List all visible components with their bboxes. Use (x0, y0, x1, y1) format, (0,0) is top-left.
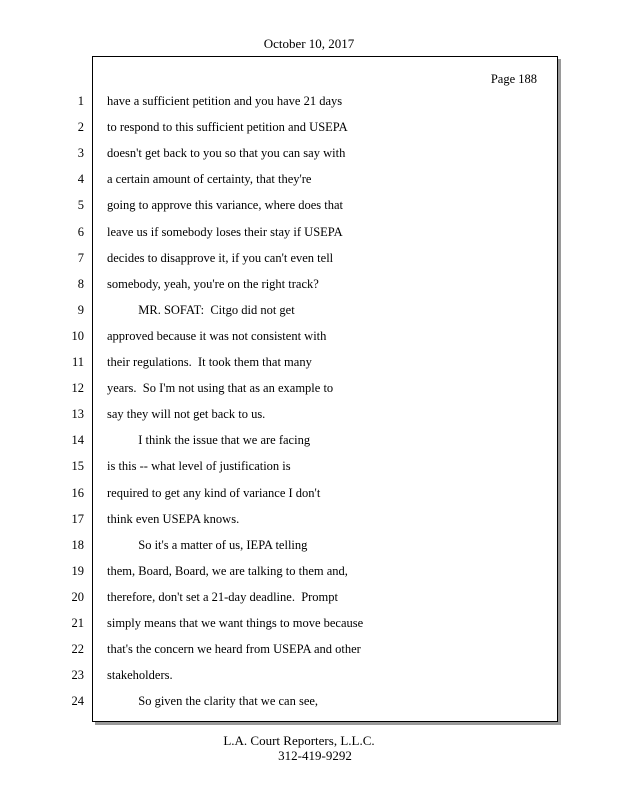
transcript-line (0, 564, 618, 590)
line-text: So it's a matter of us, IEPA telling (107, 537, 308, 552)
line-text: that's the concern we heard from USEPA and other (107, 642, 361, 657)
line-text: therefore, don't set a 21-day deadline. Prompt (107, 589, 338, 604)
page-number: Page 188 (490, 72, 537, 86)
line-number: 4 (77, 172, 84, 187)
line-text: So given the clarity that we can see, (107, 694, 319, 709)
line-number: 11 (71, 355, 84, 369)
line-number: 6 (77, 224, 84, 239)
line-text: required to get any kind of variance I don't (107, 485, 321, 500)
transcript-line (0, 590, 618, 616)
line-text: simply means that we want things to move because (107, 616, 364, 630)
line-text: say they will not get back to us. (107, 407, 266, 422)
transcript-line (0, 303, 618, 329)
transcript-line (0, 512, 618, 538)
line-number: 17 (71, 511, 84, 526)
transcript-line (0, 277, 618, 303)
line-text: a certain amount of certainty, that they're (107, 172, 312, 187)
transcript-line (0, 120, 618, 146)
line-text: stakeholders. (107, 668, 173, 683)
line-text: think even USEPA knows. (107, 511, 240, 526)
line-text: their regulations. It took them that many (107, 355, 312, 369)
transcript-line (0, 329, 618, 355)
transcript-line (0, 538, 618, 564)
line-text: MR. SOFAT: Citgo did not get (107, 302, 295, 317)
transcript-line (0, 642, 618, 668)
transcript-line (0, 198, 618, 224)
line-text: doesn't get back to you so that you can say with (107, 146, 346, 161)
line-number: 12 (71, 381, 84, 396)
line-number: 24 (71, 694, 84, 709)
header-date: October 10, 2017 (263, 36, 355, 51)
line-text: to respond to this sufficient petition and USEPA (107, 120, 348, 135)
line-text: have a sufficient petition and you have 21 days (107, 94, 343, 108)
line-number: 13 (71, 407, 84, 422)
line-number: 18 (71, 537, 84, 552)
line-text: somebody, yeah, you're on the right track? (107, 276, 319, 291)
line-number: 8 (77, 276, 84, 291)
transcript-line (0, 694, 618, 720)
line-number: 19 (71, 563, 84, 578)
line-number: 9 (77, 302, 84, 317)
line-number: 1 (77, 94, 84, 108)
line-number: 7 (77, 250, 84, 265)
line-number: 21 (71, 616, 84, 630)
transcript-line (0, 225, 618, 251)
line-number: 16 (71, 485, 84, 500)
transcript-line (0, 146, 618, 172)
line-text: them, Board, Board, we are talking to them and, (107, 563, 348, 578)
line-text: going to approve this variance, where does that (107, 198, 344, 213)
line-text: is this -- what level of justification is (107, 459, 291, 474)
line-number: 22 (71, 642, 84, 657)
line-text: approved because it was not consistent with (107, 328, 327, 343)
line-text: leave us if somebody loses their stay if USEPA (107, 224, 343, 239)
line-number: 2 (77, 120, 84, 135)
line-text: I think the issue that we are facing (107, 433, 311, 448)
line-text: years. So I'm not using that as an example to (107, 381, 334, 396)
line-number: 14 (71, 433, 84, 448)
footer-company: L.A. Court Reporters, L.L.C. (223, 733, 375, 748)
line-number: 23 (71, 668, 84, 683)
transcript-line (0, 381, 618, 407)
line-number: 10 (71, 328, 84, 343)
line-number: 20 (71, 589, 84, 604)
transcript-line (0, 486, 618, 512)
transcript-line (0, 433, 618, 459)
line-number: 3 (77, 146, 84, 161)
transcript-line (0, 355, 618, 381)
line-number: 5 (77, 198, 84, 213)
footer-phone: 312-419-9292 (278, 748, 352, 763)
transcript-line (0, 616, 618, 642)
transcript-line (0, 459, 618, 485)
line-number: 15 (71, 459, 84, 474)
transcript-line (0, 407, 618, 433)
transcript-line (0, 172, 618, 198)
transcript-line (0, 94, 618, 120)
transcript-line (0, 251, 618, 277)
line-text: decides to disapprove it, if you can't even tell (107, 250, 334, 265)
transcript-line (0, 668, 618, 694)
